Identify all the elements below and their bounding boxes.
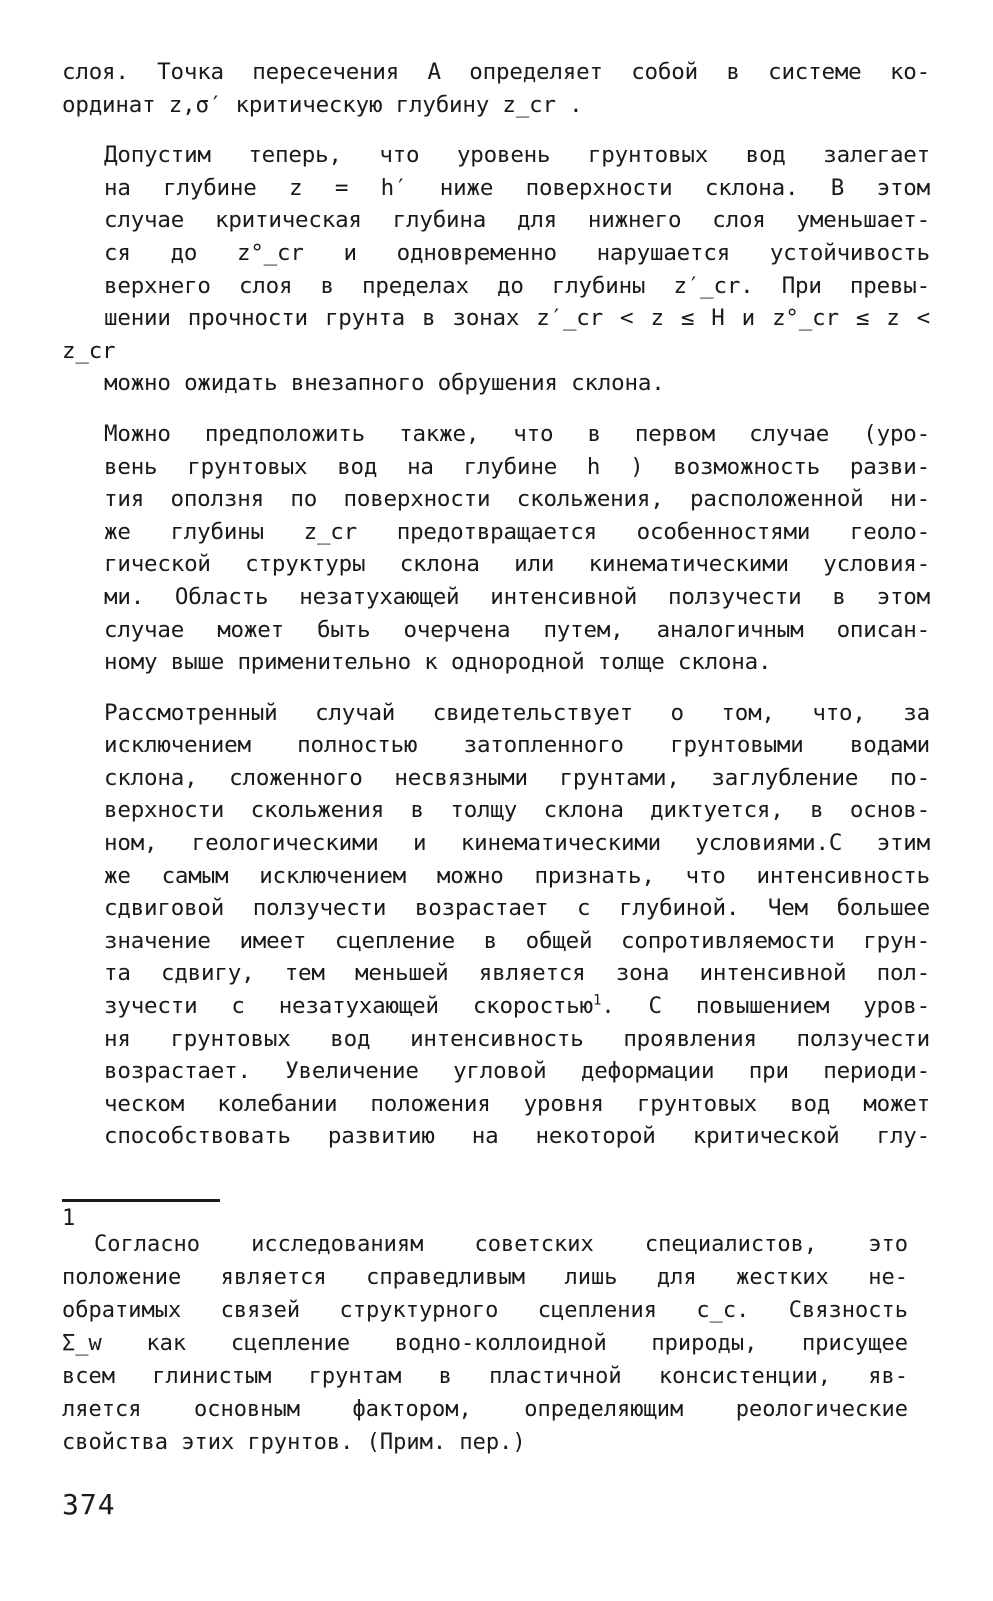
text-line: ся до z°_cr и одновременно нарушается устойчивость — [104, 239, 930, 266]
footnote-line: обратимых связей структурного сцепления c_c. Связность — [62, 1298, 908, 1323]
page-body — [62, 56, 930, 1171]
text-line: же самым исключением можно признать, что интенсивность — [104, 862, 930, 889]
footnote-line: Σ_w как сцепление водно-коллоидной природы, присущее — [62, 1331, 908, 1356]
text-line: способствовать развитию на некоторой критической глу- — [104, 1123, 930, 1150]
text-line: ординат z,σ′ критическую глубину z_cr . — [62, 91, 583, 118]
text-line: исключением полностью затопленного грунтовыми водами — [104, 732, 930, 759]
text-line: ному выше применительно к однородной толще склона. — [104, 649, 772, 676]
text-line: сдвиговой ползучести возрастает с глубиной. Чем большее — [104, 895, 930, 922]
text-line: верхнего слоя в пределах до глубины z′_cr. При превы- — [104, 272, 930, 299]
text-line: же глубины z_cr предотвращается особенностями геоло- — [104, 518, 930, 545]
text-line: значение имеет сцепление в общей сопротивляемости грун- — [104, 927, 930, 954]
text-line: Допустим теперь, что уровень грунтовых вод залегает — [104, 142, 930, 169]
paragraph-3 — [62, 697, 930, 1153]
footnote-reference: 1 — [592, 992, 602, 1009]
paragraph-0 — [62, 56, 930, 121]
footnote-line: свойства этих грунтов. (Прим. пер.) — [62, 1430, 526, 1455]
text-line: ческом колебании положения уровня грунтовых вод может — [104, 1090, 930, 1117]
footnote-divider — [62, 1199, 220, 1202]
text-line: та сдвигу, тем меньшей является зона интенсивной пол- — [104, 960, 930, 987]
text-line: ном, геологическими и кинематическими условиями.С этим — [104, 830, 930, 857]
text-line: на глубине z = h′ ниже поверхности склона. В этом — [104, 174, 930, 201]
text-line-with-footnote — [62, 990, 930, 1023]
text-line: случае критическая глубина для нижнего слоя уменьшает- — [104, 207, 930, 234]
text-line: склона, сложенного несвязными грунтами, заглубление по- — [104, 764, 930, 791]
text-line: Можно предположить также, что в первом случае (уро- — [104, 420, 930, 447]
text-line: ня грунтовых вод интенсивность проявления ползучести — [104, 1025, 930, 1052]
footnote-line: положение является справедливым лишь для жестких не- — [62, 1265, 908, 1290]
paragraph-2 — [62, 418, 930, 679]
text-line: случае может быть очерчена путем, аналогичным описан- — [104, 616, 930, 643]
footnote-line: Согласно исследованиям советских специалистов, это — [94, 1232, 908, 1257]
paragraph-1 — [62, 139, 930, 400]
text-line: вень грунтовых вод на глубине h ) возможность разви- — [104, 453, 930, 480]
text-line: можно ожидать внезапного обрушения склона. — [104, 370, 665, 397]
text-fragment: зучести с незатухающей скоростью — [104, 993, 593, 1020]
text-line: слоя. Точка пересечения А определяет собой в системе ко- — [62, 59, 930, 85]
text-line: верхности скольжения в толщу склона диктуется, в основ- — [104, 797, 930, 824]
text-line: возрастает. Увеличение угловой деформации при периоди- — [104, 1058, 930, 1085]
footnote — [62, 1228, 908, 1459]
text-line: ми. Область незатухающей интенсивной ползучести в этом — [104, 583, 930, 610]
text-fragment: . С повышением уров- — [601, 993, 930, 1020]
text-line: Рассмотренный случай свидетельствует о том, что, за — [104, 699, 930, 726]
text-line: гической структуры склона или кинематическими условия- — [104, 551, 930, 578]
page-number: 374 — [62, 1488, 116, 1521]
footnote-mark: 1 — [62, 1206, 76, 1231]
footnote-line: всем глинистым грунтам в пластичной консистенции, яв- — [62, 1364, 908, 1389]
text-line: шении прочности грунта в зонах z′_cr < z ≤ H и z°_cr ≤ z < z_cr — [62, 305, 930, 364]
footnote-line: ляется основным фактором, определяющим реологические — [62, 1397, 908, 1422]
text-line: тия оползня по поверхности скольжения, расположенной ни- — [104, 486, 930, 513]
